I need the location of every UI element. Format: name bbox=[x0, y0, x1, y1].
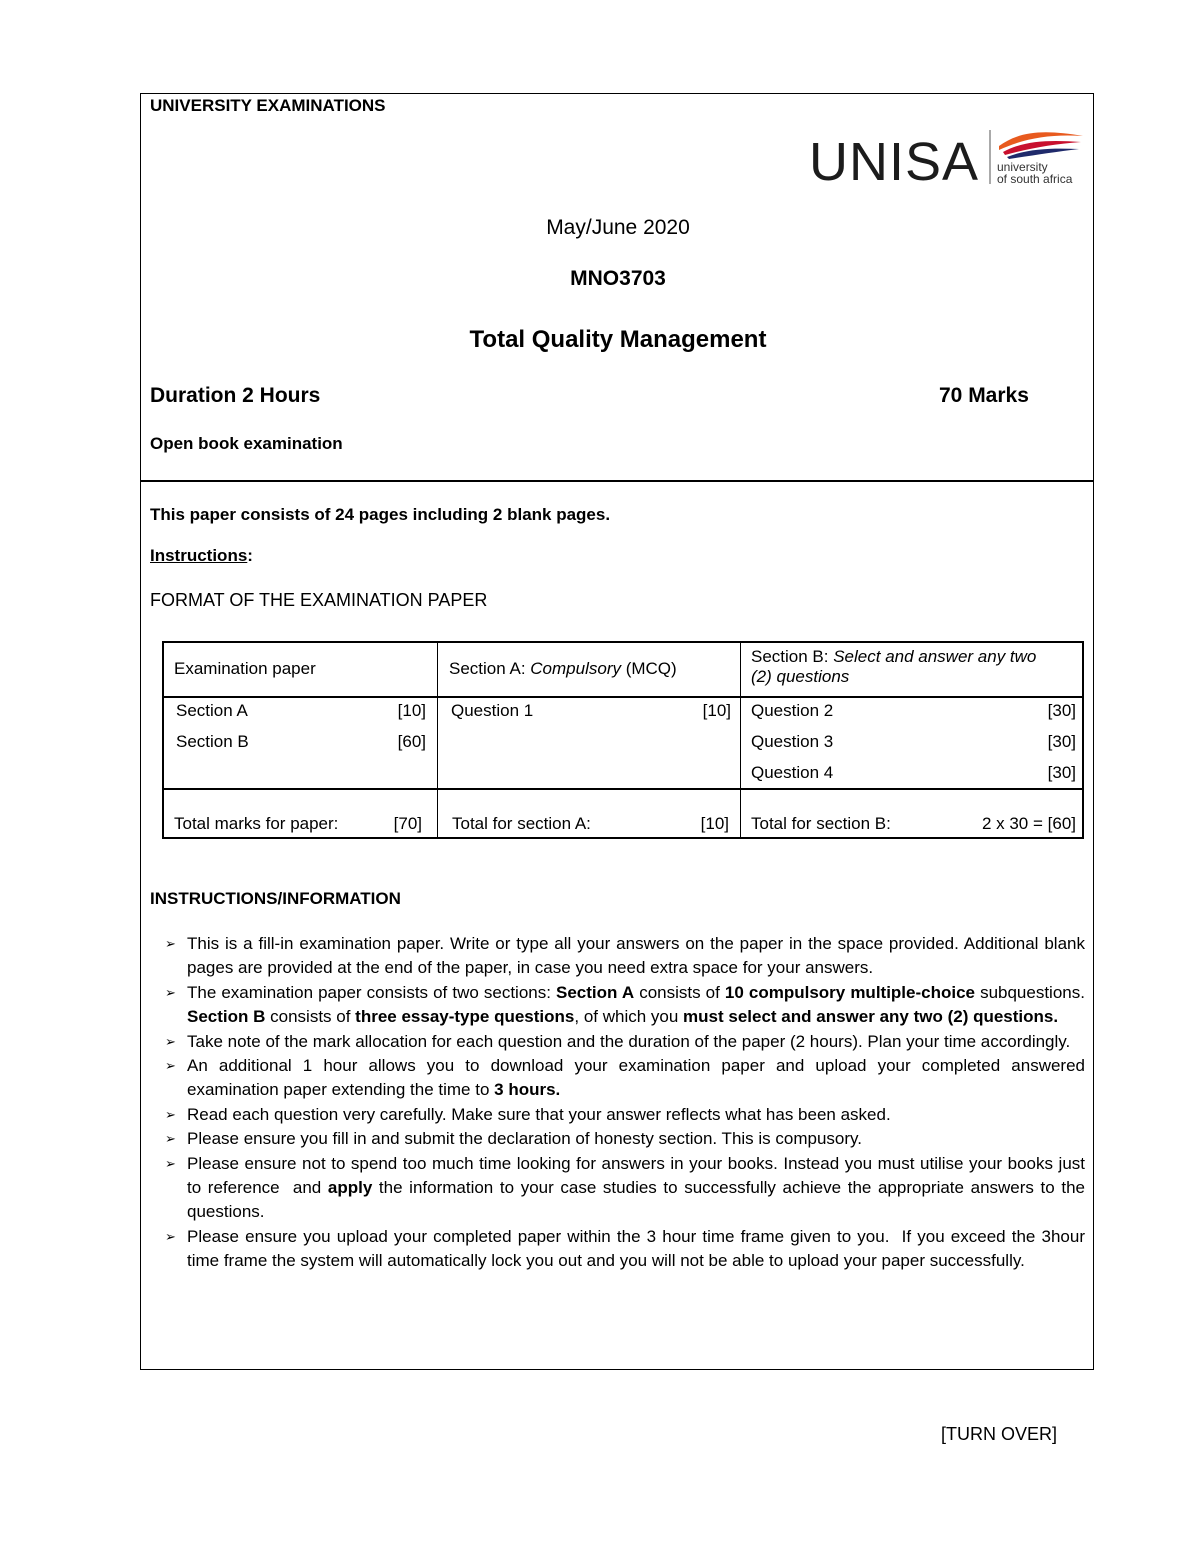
arrow-bullet-icon: ➢ bbox=[165, 1058, 176, 1074]
instruction-text: consists of bbox=[265, 1007, 356, 1027]
row-question-2-value: [30] bbox=[1047, 701, 1076, 720]
section-b-prefix: Section B: bbox=[751, 647, 834, 666]
logo-subtitle-line2: of south africa bbox=[997, 172, 1073, 186]
table-header-border bbox=[164, 696, 1082, 698]
instruction-text: This is a fill-in examination paper. Write or type all your answers on the paper in the space provided. Additional blank pages are provided at the end of the paper, in case you need extra space for your answers. bbox=[187, 934, 1090, 978]
instruction-text: Please ensure not to spend too much time looking for answers in your books. Instead you must utilise your books just to reference and bbox=[187, 1153, 1090, 1198]
module-title: Total Quality Management bbox=[469, 326, 767, 353]
row-question-4-value: [30] bbox=[1047, 763, 1076, 782]
instructions-label bbox=[150, 546, 253, 566]
instruction-text: , of which you bbox=[574, 1007, 684, 1027]
row-question-1-label: Question 1 bbox=[451, 701, 534, 720]
logo-subtitle-line1: university bbox=[997, 160, 1048, 174]
instruction-text: must select and answer any two (2) questions. bbox=[683, 1007, 1059, 1027]
section-b-instruction-2: (2) questions bbox=[751, 667, 850, 686]
row-section-b-value: [60] bbox=[397, 732, 426, 751]
instruction-item bbox=[165, 1103, 1085, 1127]
section-a-suffix: (MCQ) bbox=[620, 659, 677, 678]
instruction-text: The examination paper consists of two sections: bbox=[187, 982, 557, 1002]
arrow-bullet-icon: ➢ bbox=[165, 1106, 176, 1122]
arrow-bullet-icon: ➢ bbox=[165, 984, 176, 1000]
instruction-text: consists of bbox=[634, 982, 725, 1002]
arrow-bullet-icon: ➢ bbox=[165, 1033, 176, 1049]
table-header-section-b bbox=[751, 647, 1036, 687]
arrow-bullet-icon: ➢ bbox=[165, 1228, 176, 1244]
instructions-list bbox=[165, 932, 1090, 1274]
header-divider bbox=[141, 480, 1093, 482]
row-section-a-label: Section A bbox=[176, 701, 248, 720]
row-section-a-value: [10] bbox=[397, 701, 426, 720]
instruction-text: three essay-type questions bbox=[355, 1007, 575, 1027]
row-question-2-label: Question 2 bbox=[751, 701, 834, 720]
section-a-compulsory: Compulsory bbox=[530, 659, 621, 678]
row-question-1-value: [10] bbox=[702, 701, 731, 720]
total-section-a-value: [10] bbox=[700, 814, 729, 833]
instruction-text: Section A bbox=[556, 982, 635, 1002]
instruction-item bbox=[165, 1127, 1085, 1151]
instruction-text: Take note of the mark allocation for each question and the duration of the paper (2 hours). Plan your time accordingly. bbox=[187, 1031, 1071, 1051]
instruction-text: the information to your case studies to successfully achieve the appropriate answers to the questions. bbox=[187, 1178, 1090, 1222]
exam-date: May/June 2020 bbox=[546, 216, 690, 239]
section-b-instruction-1: Select and answer any two bbox=[833, 647, 1037, 666]
instructions-colon: : bbox=[247, 546, 253, 565]
university-examinations-heading: UNIVERSITY EXAMINATIONS bbox=[150, 96, 386, 115]
table-totals-border bbox=[164, 788, 1082, 790]
instruction-text: An additional 1 hour allows you to download your examination paper and upload your completed answered examination paper extending the time to bbox=[187, 1056, 1090, 1100]
instructions-label-text: Instructions bbox=[150, 546, 248, 565]
total-paper-label: Total marks for paper: bbox=[174, 814, 339, 833]
arrow-bullet-icon: ➢ bbox=[165, 936, 176, 951]
instruction-text: apply bbox=[327, 1178, 373, 1198]
exam-duration: Duration 2 Hours bbox=[150, 384, 321, 407]
instruction-text: Please ensure you upload your completed paper within the 3 hour time frame given to you. If you exceed the 3hour time frame the system will automatically lock you out and you will not be able to upload your paper successfully. bbox=[187, 1226, 1090, 1271]
row-question-3-value: [30] bbox=[1047, 732, 1076, 751]
instruction-item bbox=[165, 1152, 1090, 1225]
format-heading: FORMAT OF THE EXAMINATION PAPER bbox=[150, 590, 488, 610]
logo-wordmark: UNISA bbox=[809, 132, 980, 188]
table-header-exam-paper: Examination paper bbox=[174, 659, 316, 678]
instruction-item bbox=[165, 1225, 1090, 1274]
table-header-section-a bbox=[449, 659, 677, 679]
page-count-note: This paper consists of 24 pages including 2 blank pages. bbox=[150, 505, 611, 524]
instruction-text: Section B bbox=[187, 1007, 266, 1027]
turn-over-note: [TURN OVER] bbox=[941, 1424, 1058, 1444]
format-table bbox=[162, 641, 1084, 839]
unisa-logo bbox=[809, 128, 1085, 188]
instruction-text: Read each question very carefully. Make sure that your answer reflects what has been asked. bbox=[187, 1104, 891, 1124]
row-question-4-label: Question 4 bbox=[751, 763, 834, 782]
instruction-text: 10 compulsory multiple-choice bbox=[724, 982, 975, 1002]
instructions-info-heading: INSTRUCTIONS/INFORMATION bbox=[150, 889, 401, 908]
total-section-b-label: Total for section B: bbox=[751, 814, 891, 833]
arrow-bullet-icon: ➢ bbox=[165, 1155, 176, 1171]
arrow-bullet-icon: ➢ bbox=[165, 1131, 176, 1147]
module-code: MNO3703 bbox=[570, 267, 666, 290]
row-question-3-label: Question 3 bbox=[751, 732, 834, 751]
instruction-item bbox=[165, 1030, 1085, 1054]
logo-swoosh-orange bbox=[999, 132, 1083, 150]
total-section-a-label: Total for section A: bbox=[452, 814, 591, 833]
total-marks: 70 Marks bbox=[939, 384, 1029, 407]
exam-type: Open book examination bbox=[150, 434, 343, 453]
instruction-item bbox=[165, 932, 1090, 981]
exam-cover-frame bbox=[140, 93, 1094, 1370]
instruction-item bbox=[165, 1054, 1090, 1103]
instruction-item bbox=[165, 981, 1090, 1030]
instruction-text: subquestions. bbox=[975, 982, 1090, 1002]
table-col-border-2 bbox=[740, 643, 741, 837]
table-col-border-1 bbox=[437, 643, 438, 837]
total-paper-value: [70] bbox=[393, 814, 422, 833]
total-section-b-value: 2 x 30 = [60] bbox=[981, 814, 1076, 833]
row-section-b-label: Section B bbox=[176, 732, 249, 751]
instruction-text: Please ensure you fill in and submit the declaration of honesty section. This is compusory. bbox=[187, 1129, 863, 1149]
section-a-prefix: Section A: bbox=[449, 659, 531, 678]
instruction-text: 3 hours. bbox=[494, 1080, 561, 1100]
